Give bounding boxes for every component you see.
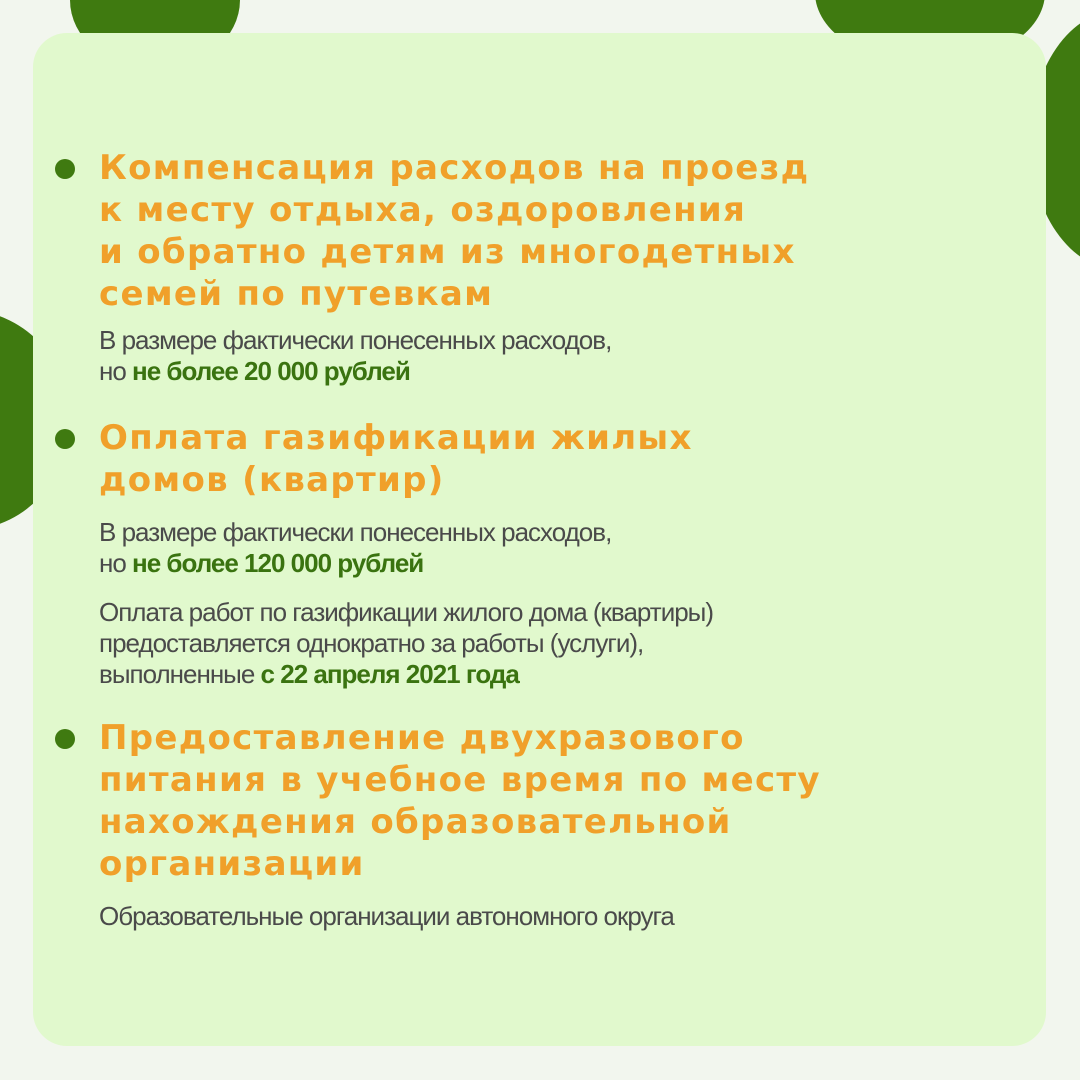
note-prefix: выполненные [99, 659, 261, 689]
bullet-dot-icon [55, 159, 75, 179]
description-prefix: но [99, 356, 133, 386]
description-line [99, 356, 1006, 387]
note-line: предоставляется однократно за работы (услуги), [99, 628, 644, 658]
heading-line: организации [99, 844, 365, 884]
heading-line: Компенсация расходов на проезд [99, 148, 810, 188]
description-line: Образовательные организации автономного округа [99, 901, 674, 931]
description-line: В размере фактически понесенных расходов, [99, 325, 612, 355]
amount-limit: не более 20 000 рублей [132, 356, 410, 386]
benefit-description [99, 517, 1006, 579]
heading-line: семей по путевкам [99, 274, 494, 314]
heading-line: питания в учебное время по месту [99, 760, 821, 800]
benefit-heading [99, 147, 1006, 315]
benefit-heading [99, 417, 1006, 501]
benefit-description [99, 325, 1006, 387]
bullet-dot-icon [55, 729, 75, 749]
heading-line: домов (квартир) [99, 460, 445, 500]
heading-line: и обратно детям из многодетных [99, 232, 796, 272]
heading-line: Оплата газификации жилых [99, 418, 693, 458]
heading-line: нахождения образовательной [99, 802, 732, 842]
heading-line: к месту отдыха, оздоровления [99, 190, 747, 230]
content-card [33, 33, 1046, 1046]
note-line [99, 659, 1006, 690]
bullet-dot-icon [55, 429, 75, 449]
amount-limit: не более 120 000 рублей [132, 548, 424, 578]
benefit-note [99, 597, 1006, 690]
description-line [99, 548, 1006, 579]
note-line: Оплата работ по газификации жилого дома (квартиры) [99, 597, 714, 627]
description-line: В размере фактически понесенных расходов, [99, 517, 612, 547]
benefit-description [99, 901, 1006, 932]
description-prefix: но [99, 548, 133, 578]
heading-line: Предоставление двухразового [99, 718, 745, 758]
effective-date: с 22 апреля 2021 года [260, 659, 519, 689]
benefit-heading [99, 717, 1006, 885]
